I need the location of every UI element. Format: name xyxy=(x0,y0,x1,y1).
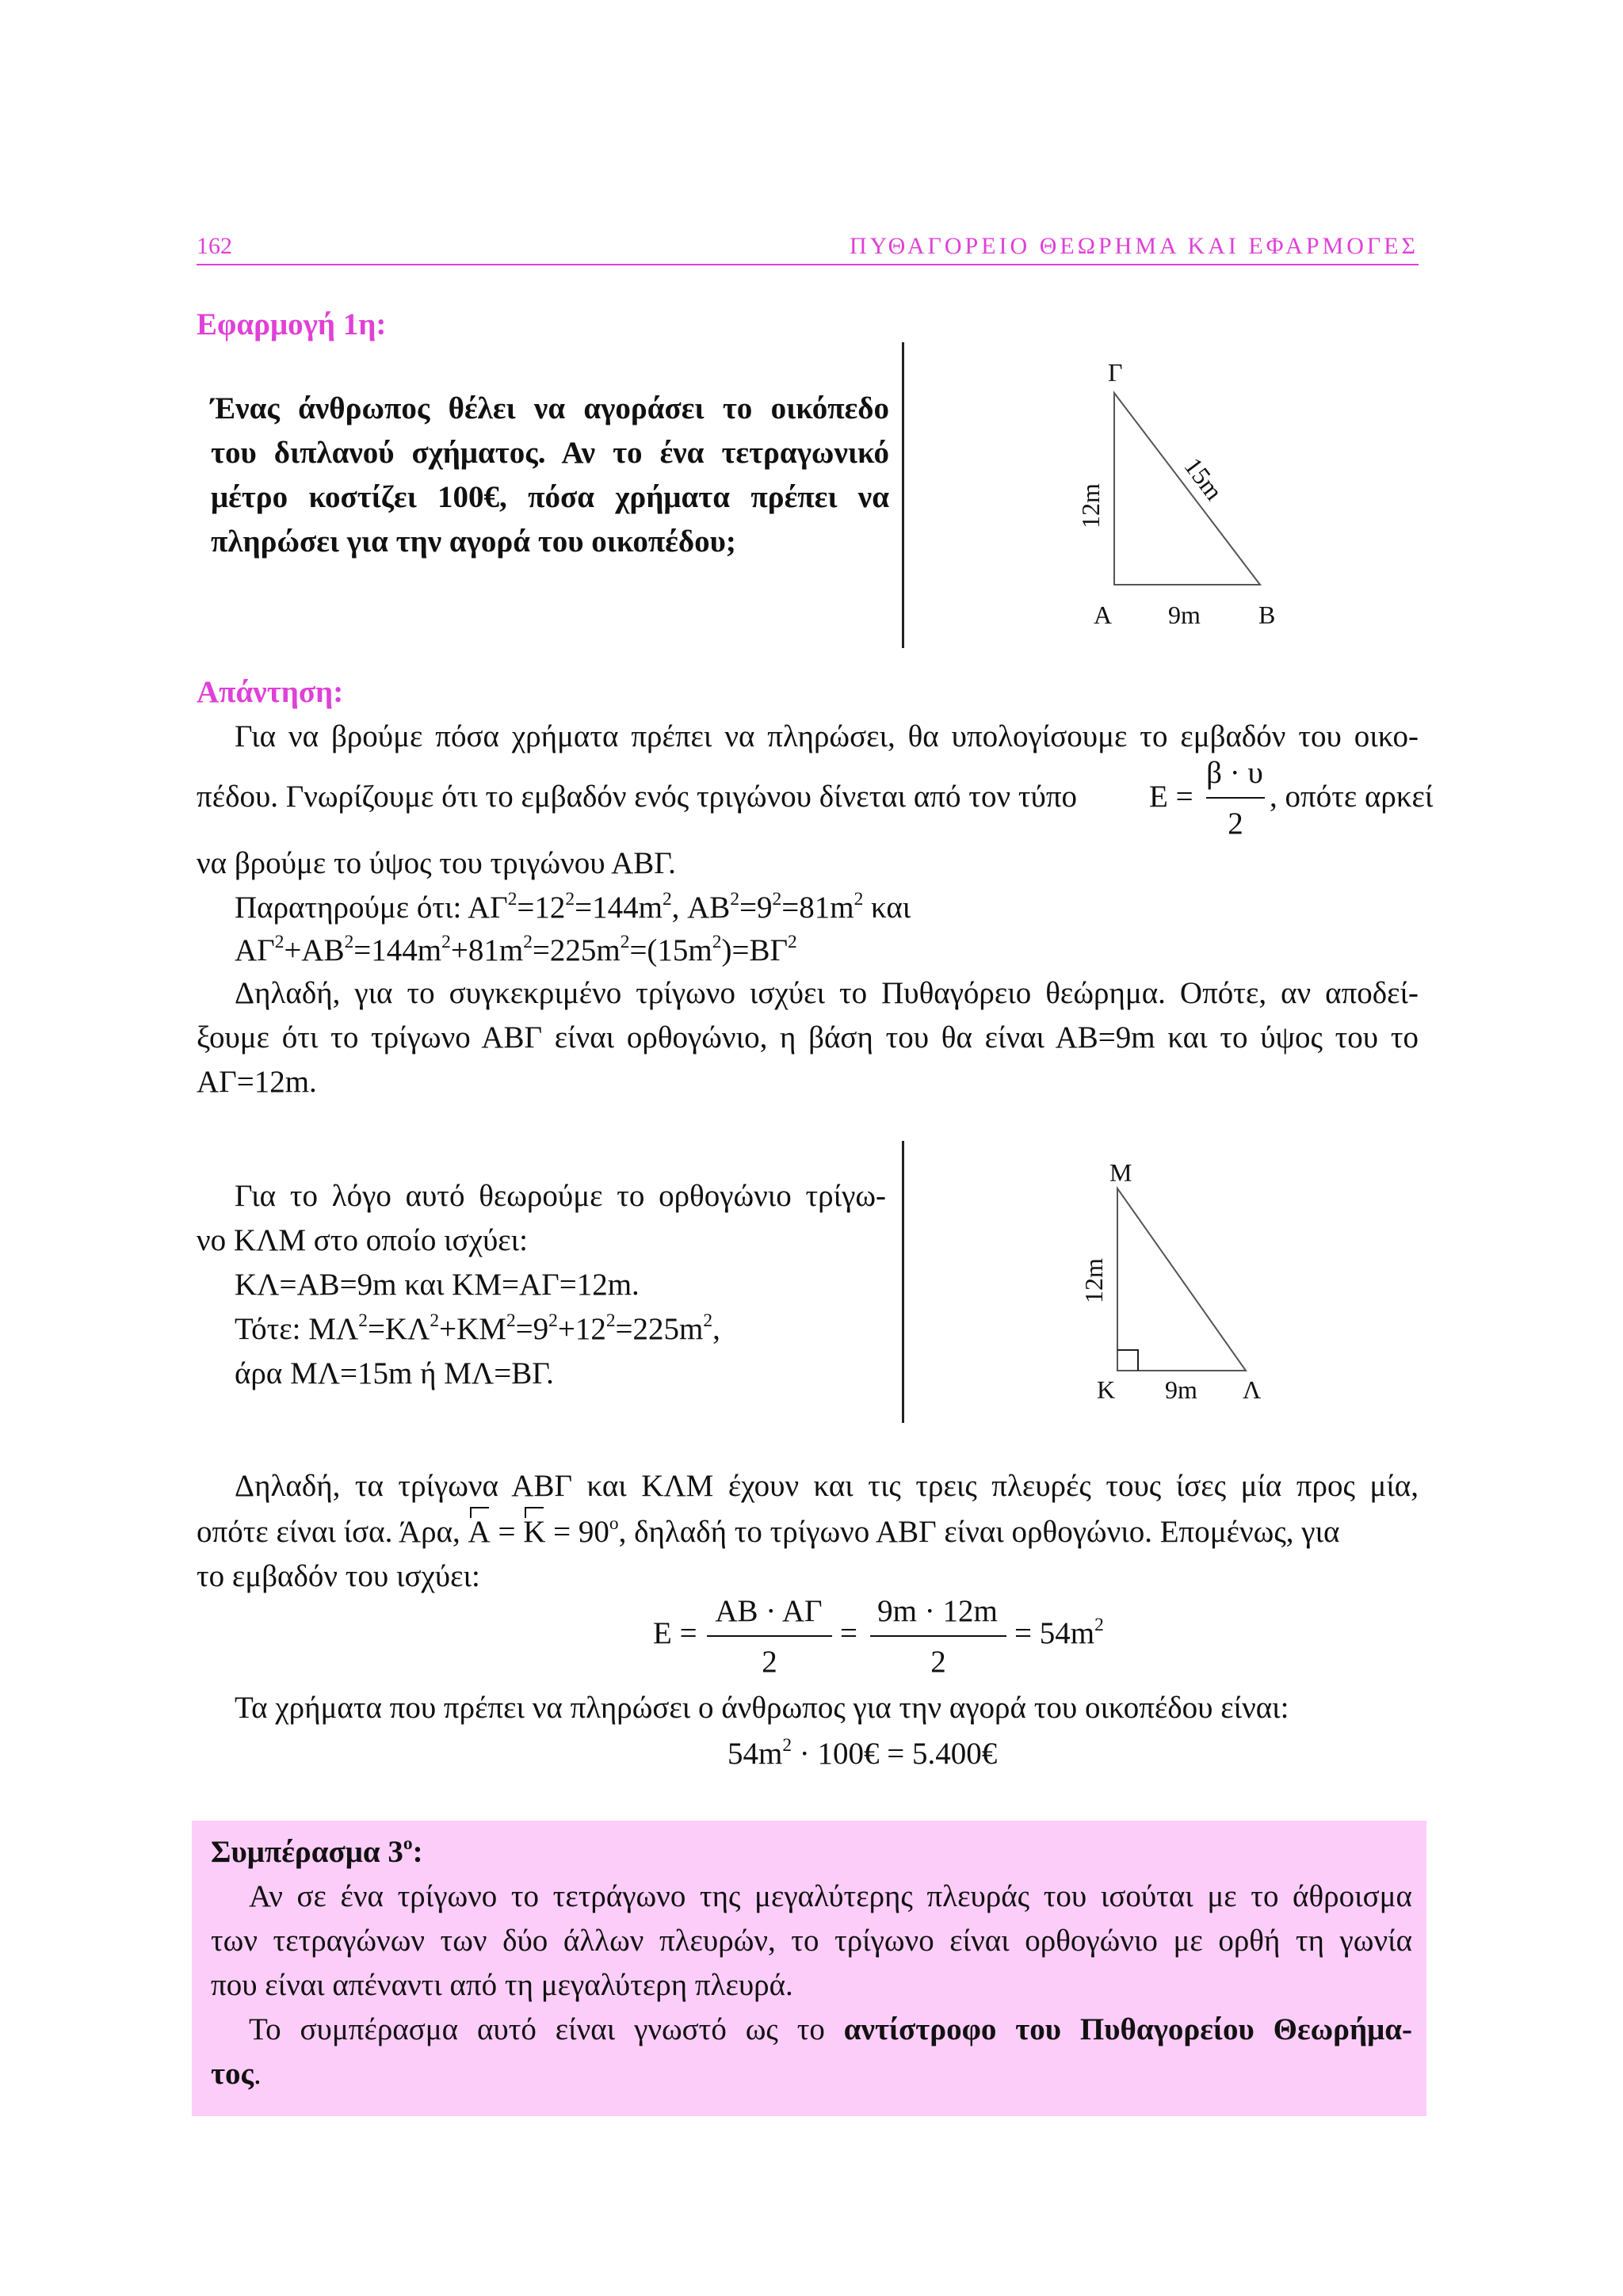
box-line-4: Το συμπέρασμα αυτό είναι γνωστό ως το αντίστροφο του Πυθαγορείου Θεωρήμα- xyxy=(249,2012,1412,2046)
formula-denominator: 2 xyxy=(1228,807,1243,841)
area-denominator-2: 2 xyxy=(930,1645,946,1679)
problem-line: μέτρο κοστίζει 100€, πόσα χρήματα πρέπει να xyxy=(211,480,889,514)
answer-para-3: ΑΓ=12m. xyxy=(197,1065,317,1099)
application-title: Εφαρμογή 1η: xyxy=(197,307,387,341)
formula-lhs: Ε = xyxy=(1149,780,1193,814)
vertex-beta: Β xyxy=(1258,601,1276,629)
area-result: = $54m^2$ xyxy=(1014,1614,1104,1650)
construction-line: Τότε: $M\Lambda^2=K\Lambda^2+KM^2=9^2+12^2=225m^2$, xyxy=(235,1310,720,1346)
construction-line: νο ΚΛΜ στο οποίο ισχύει: xyxy=(197,1223,528,1257)
sum-line: $A\Gamma^2+AB^2=144m^2+81m^2=225m^2=(15m^2)=B\Gamma^2$ xyxy=(235,931,797,967)
vertex-gamma: Γ xyxy=(1108,358,1123,387)
construction-line: ΚΛ=ΑΒ=9m και ΚΜ=ΑΓ=12m. xyxy=(235,1268,640,1302)
area-fraction-bar-1 xyxy=(707,1635,832,1637)
answer-title: Απάντηση: xyxy=(197,675,344,709)
side-bg-label: 15m xyxy=(1178,452,1229,505)
problem-line: πληρώσει για την αγορά του οικοπέδου; xyxy=(211,524,736,559)
box-line-1: Αν σε ένα τρίγωνο το τετράγωνο της μεγαλύτερης πλευράς του ισούται με το άθροισμα xyxy=(249,1879,1412,1913)
area-lhs: Ε = xyxy=(653,1616,697,1650)
vertex-alpha: Α xyxy=(1094,601,1113,629)
construction-text xyxy=(197,1174,886,1396)
angle-k: Κ xyxy=(523,1510,545,1554)
conclusion-line-3: το εμβαδόν του ισχύει: xyxy=(197,1559,480,1593)
observation-line: Παρατηρούμε ότι: $A\Gamma^2=12^2=144m^2$, $AB^2=9^2=81m^2$ και xyxy=(235,888,911,925)
running-title: ΠΥΘΑΓΟΡΕΙΟ ΘΕΩΡΗΜΑ ΚΑΙ ΕΦΑΡΜΟΓΕΣ xyxy=(849,233,1419,259)
area-numerator-2: 9m · 12m xyxy=(877,1594,998,1628)
conclusion-line-2: οπότε είναι ίσα. Άρα, $A = K = 90^o$, δηλαδή το τρίγωνο ΑΒΓ είναι ορθογώνιο. Επομένως, για xyxy=(197,1510,1419,1554)
area-denominator-1: 2 xyxy=(762,1645,777,1679)
money-line: Τα χρήματα που πρέπει να πληρώσει ο άνθρωπος για την αγορά του οικοπέδου είναι: xyxy=(235,1691,1289,1725)
formula-numerator: β · υ xyxy=(1206,756,1263,790)
triangle-klm xyxy=(1117,1188,1246,1371)
answer-line-3: να βρούμε το ύψος του τριγώνου ΑΒΓ. xyxy=(197,846,676,880)
box-line-3: που είναι απέναντι από τη μεγαλύτερη πλευρά. xyxy=(211,1968,793,2002)
money-calculation: $54m^2$ · 100€ = 5.400€ xyxy=(727,1734,998,1771)
divider-line xyxy=(902,342,904,648)
box-line-2: των τετραγώνων των δύο άλλων πλευρών, το τρίγωνο είναι ορθογώνιο με ορθή τη γωνία xyxy=(211,1924,1412,1958)
area-equals: = xyxy=(840,1616,857,1650)
header-rule xyxy=(197,264,1419,265)
answer-line-2-pre: πέδου. Γνωρίζουμε ότι το εμβαδόν ενός τριγώνου δίνεται από τον τύπο xyxy=(197,780,1078,814)
side-kl-label: 9m xyxy=(1165,1375,1197,1404)
box-line-5: τος. xyxy=(211,2057,262,2091)
angle-a: Α xyxy=(468,1510,491,1554)
vertex-kappa: Κ xyxy=(1097,1375,1116,1404)
answer-para-2: ξουμε ότι το τρίγωνο ΑΒΓ είναι ορθογώνιο, η βάση του θα είναι ΑΒ=9m και το ύψος του το xyxy=(197,1020,1419,1055)
area-numerator-1: ΑΒ · ΑΓ xyxy=(715,1594,823,1628)
vertex-lambda: Λ xyxy=(1243,1375,1262,1404)
page-number: 162 xyxy=(197,233,232,259)
problem-line: Ένας άνθρωπος θέλει να αγοράσει το οικόπεδο xyxy=(211,391,889,425)
triangle-abg xyxy=(1114,393,1260,585)
triangle-klm-figure xyxy=(1030,1157,1347,1394)
side-ag-label: 12m xyxy=(1075,483,1105,528)
area-fraction-bar-2 xyxy=(870,1635,1006,1637)
divider-line xyxy=(902,1141,904,1423)
conclusion-line-1: Δηλαδή, τα τρίγωνα ΑΒΓ και ΚΛΜ έχουν και τις τρεις πλευρές τους ίσες μία προς μία, xyxy=(235,1469,1419,1503)
side-km-label: 12m xyxy=(1079,1258,1108,1303)
answer-para-1: Δηλαδή, για το συγκεκριμένο τρίγωνο ισχύει το Πυθαγόρειο θεώρημα. Οπότε, αν αποδεί- xyxy=(235,976,1419,1010)
side-ab-label: 9m xyxy=(1168,601,1201,629)
problem-line: του διπλανού σχήματος. Αν το ένα τετραγωνικό xyxy=(211,436,889,470)
answer-line-2-post: , οπότε αρκεί xyxy=(1270,780,1434,814)
box-title: Συμπέρασμα $3^o$: xyxy=(211,1833,423,1869)
right-angle-mark xyxy=(1117,1350,1138,1371)
vertex-mu: Μ xyxy=(1109,1158,1132,1187)
formula-fraction-bar xyxy=(1206,797,1265,799)
answer-line-1: Για να βρούμε πόσα χρήματα πρέπει να πληρώσει, θα υπολογίσουμε το εμβαδόν του οικο- xyxy=(235,719,1419,753)
construction-line: άρα ΜΛ=15m ή ΜΛ=ΒΓ. xyxy=(235,1356,554,1390)
construction-line: Για το λόγο αυτό θεωρούμε το ορθογώνιο τρίγω- xyxy=(235,1179,886,1213)
problem-statement xyxy=(211,387,889,564)
